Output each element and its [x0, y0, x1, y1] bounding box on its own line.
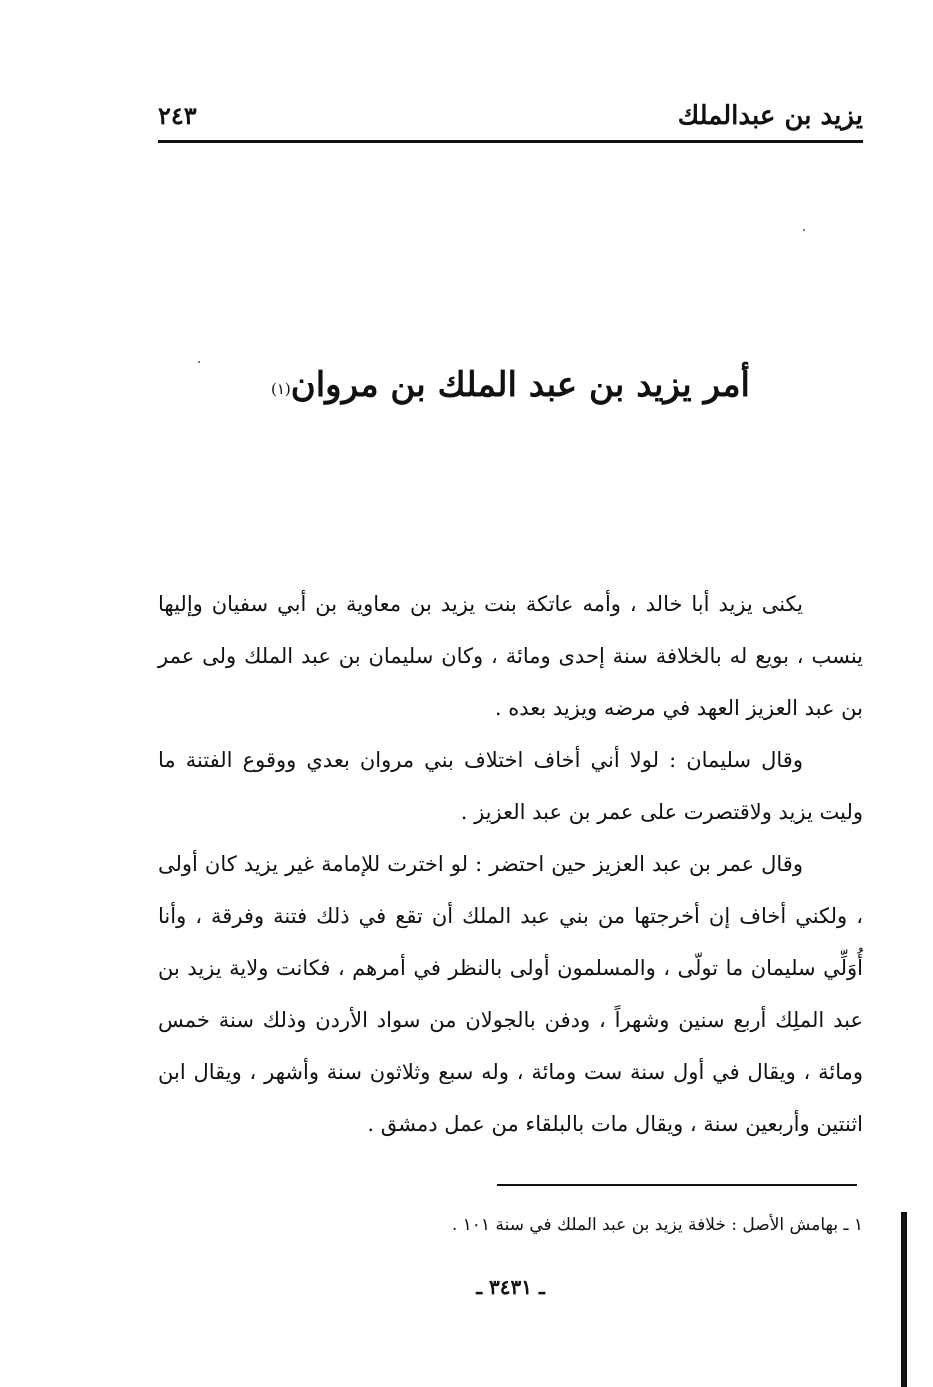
footnote: ١ ـ بهامش الأصل : خلافة يزيد بن عبد الملك في سنة ١٠١ .: [451, 1215, 863, 1235]
footnote-rule: [497, 1184, 857, 1186]
chapter-title: [158, 360, 863, 410]
paragraph: يكنى يزيد أبا خالد ، وأمه عاتكة بنت يزيد بن معاوية بن أبي سفيان وإليها ينسب ، بويع له بالخلافة سنة إحدى ومائة ، وكان سليمان بن عبد الملك ولى عمر بن عبد العزيز العهد في مرضه ويزيد بعده .: [158, 592, 863, 720]
page-number: ٢٤٣: [158, 101, 197, 130]
paragraph: وقال عمر بن عبد العزيز حين احتضر : لو اخترت للإمامة غير يزيد كان أولى ، ولكني أخاف إن أخرجتها من بني عبد الملك أن تقع في ذلك فتنة وفرقة ، وأنا أُوَلِّي سليمان ما تولّى ، والمسلمون أولى بالنظر في أمرهم ، فكانت ولاية يزيد بن عبد الملِك أربع سنين وشهراً ، ودفن بالجولان من سواد الأردن وذلك سنة خمس ومائة ، ويقال في أول سنة ست ومائة ، وله سبع وثلاثون سنة وأشهر ، ويقال ابن اثنتين وأربعين سنة ، ويقال مات بالبلقاء من عمل دمشق .: [158, 852, 863, 1136]
folio-number: ـ ٣٤٣١ ـ: [476, 1275, 545, 1299]
header-rule: [158, 140, 863, 143]
footnote-marker: (١): [270, 380, 291, 398]
chapter-title-text: أمر يزيد بن عبد الملك بن مروان: [290, 365, 750, 405]
scan-speck: [803, 229, 805, 231]
body-text: [158, 578, 863, 1150]
scan-edge-mark: [901, 1212, 907, 1387]
paragraph: وقال سليمان : لولا أني أخاف اختلاف بني مروان بعدي ووقوع الفتنة ما وليت يزيد ولاقتصرت على عمر بن عبد العزيز .: [158, 748, 863, 824]
running-title: يزيد بن عبدالملك: [677, 101, 863, 131]
running-header: [158, 96, 863, 136]
